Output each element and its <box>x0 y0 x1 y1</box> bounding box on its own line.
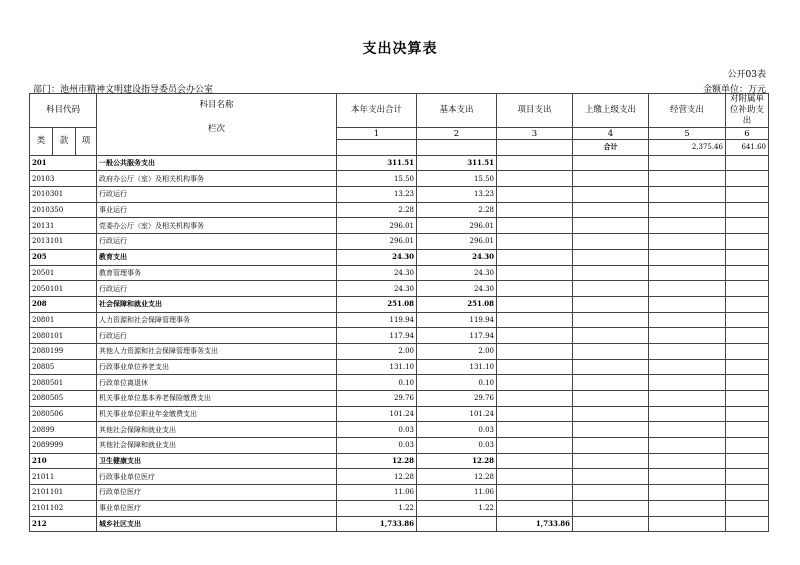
subject-name: 行政事业单位医疗 <box>97 469 337 485</box>
total-label: 合计 <box>573 140 649 156</box>
amount-total: 15.50 <box>337 171 417 187</box>
amount-operating <box>649 171 726 187</box>
code-cell <box>417 140 497 156</box>
subject-name: 社会保障和就业支出 <box>97 296 337 312</box>
amount-total: 2.00 <box>337 343 417 359</box>
table-row <box>30 249 769 265</box>
amount-upper <box>573 296 649 312</box>
code-cell <box>337 140 417 156</box>
subject-code: 20131 <box>30 218 97 234</box>
amount-operating <box>649 155 726 171</box>
amount-upper <box>573 155 649 171</box>
amount-upper <box>573 406 649 422</box>
subject-code: 212 <box>30 516 97 532</box>
amount-subsidy <box>726 422 769 438</box>
amount-project <box>497 485 573 501</box>
subject-name: 行政事业单位养老支出 <box>97 359 337 375</box>
amount-project <box>497 438 573 454</box>
amount-total: 2.28 <box>337 202 417 218</box>
table-row <box>30 265 769 281</box>
amount-operating <box>649 469 726 485</box>
amount-subsidy <box>726 296 769 312</box>
amount-basic: 296.01 <box>417 234 497 250</box>
subject-code: 208 <box>30 296 97 312</box>
table-row <box>30 500 769 516</box>
amount-upper <box>573 312 649 328</box>
header-project: 项目支出 <box>497 94 573 128</box>
header-subject-name-text: 科目名称 <box>199 100 234 110</box>
amount-upper <box>573 359 649 375</box>
amount-basic: 1.22 <box>417 500 497 516</box>
amount-basic: 101.24 <box>417 406 497 422</box>
amount-total: 13.23 <box>337 187 417 203</box>
amount-total: 311.51 <box>337 155 417 171</box>
amount-subsidy <box>726 312 769 328</box>
amount-operating <box>649 218 726 234</box>
table-row <box>30 234 769 250</box>
subject-code: 2080506 <box>30 406 97 422</box>
amount-operating <box>649 375 726 391</box>
amount-basic: 12.28 <box>417 469 497 485</box>
amount-subsidy <box>726 359 769 375</box>
amount-operating <box>649 485 726 501</box>
amount-upper <box>573 438 649 454</box>
amount-upper <box>573 391 649 407</box>
subject-code: 2089999 <box>30 438 97 454</box>
subject-code: 210 <box>30 453 97 469</box>
amount-subsidy <box>726 516 769 532</box>
col-number: 4 <box>573 128 649 140</box>
amount-subsidy <box>726 406 769 422</box>
amount-total: 29.76 <box>337 391 417 407</box>
amount-upper <box>573 516 649 532</box>
amount-subsidy <box>726 438 769 454</box>
subject-name: 行政单位医疗 <box>97 485 337 501</box>
amount-total: 296.01 <box>337 218 417 234</box>
amount-subsidy <box>726 453 769 469</box>
page-title: 支出决算表 <box>362 41 438 57</box>
subject-name: 行政运行 <box>97 234 337 250</box>
amount-operating <box>649 296 726 312</box>
subject-name: 卫生健康支出 <box>97 453 337 469</box>
subject-name: 政府办公厅（室）及相关机构事务 <box>97 171 337 187</box>
amount-operating <box>649 328 726 344</box>
subject-name: 事业单位医疗 <box>97 500 337 516</box>
table-row <box>30 343 769 359</box>
column-label: 栏次 <box>208 124 226 134</box>
amount-subsidy <box>726 375 769 391</box>
amount-upper <box>573 422 649 438</box>
amount-subsidy <box>726 265 769 281</box>
amount-basic: 0.10 <box>417 375 497 391</box>
amount-upper <box>573 453 649 469</box>
amount-basic: 119.94 <box>417 312 497 328</box>
amount-project <box>497 171 573 187</box>
table-row <box>30 359 769 375</box>
amount-basic: 15.50 <box>417 171 497 187</box>
subject-code: 2013101 <box>30 234 97 250</box>
amount-operating <box>649 281 726 297</box>
amount-total: 0.03 <box>337 438 417 454</box>
amount-total: 11.06 <box>337 485 417 501</box>
subject-name: 行政单位离退休 <box>97 375 337 391</box>
amount-project <box>497 391 573 407</box>
amount-upper <box>573 343 649 359</box>
amount-subsidy <box>726 187 769 203</box>
header-xiang: 项 <box>76 128 97 156</box>
amount-project <box>497 202 573 218</box>
amount-project <box>497 234 573 250</box>
amount-operating <box>649 249 726 265</box>
subject-name: 机关事业单位职业年金缴费支出 <box>97 406 337 422</box>
subject-name: 教育支出 <box>97 249 337 265</box>
header-lei: 类 <box>30 128 53 156</box>
amount-project <box>497 218 573 234</box>
amount-total: 131.10 <box>337 359 417 375</box>
amount-total: 24.30 <box>337 249 417 265</box>
table-row <box>30 375 769 391</box>
amount-upper <box>573 234 649 250</box>
amount-upper <box>573 485 649 501</box>
subject-name: 机关事业单位基本养老保险缴费支出 <box>97 391 337 407</box>
subject-name: 其他人力资源和社会保障管理事务支出 <box>97 343 337 359</box>
amount-operating <box>649 202 726 218</box>
amount-unit-label: 金额单位：万元 <box>702 85 766 95</box>
amount-project: 1,733.86 <box>497 516 573 532</box>
subject-code: 201 <box>30 155 97 171</box>
amount-project <box>497 359 573 375</box>
amount-upper <box>573 187 649 203</box>
col-number: 3 <box>497 128 573 140</box>
amount-upper <box>573 265 649 281</box>
subject-name: 党委办公厅（室）及相关机构事务 <box>97 218 337 234</box>
amount-project <box>497 265 573 281</box>
amount-operating <box>649 438 726 454</box>
amount-basic: 13.23 <box>417 187 497 203</box>
table-row <box>30 155 769 171</box>
subject-code: 20805 <box>30 359 97 375</box>
amount-total: 296.01 <box>337 234 417 250</box>
table-row <box>30 485 769 501</box>
header-upper: 上缴上级支出 <box>573 94 649 128</box>
expenditure-table <box>29 93 769 532</box>
amount-project <box>497 312 573 328</box>
amount-project <box>497 249 573 265</box>
amount-operating <box>649 234 726 250</box>
table-row <box>30 516 769 532</box>
amount-upper <box>573 328 649 344</box>
amount-project <box>497 343 573 359</box>
amount-upper <box>573 281 649 297</box>
amount-upper <box>573 375 649 391</box>
amount-project <box>497 422 573 438</box>
amount-total: 1,733.86 <box>337 516 417 532</box>
subject-code: 205 <box>30 249 97 265</box>
subject-name: 事业运行 <box>97 202 337 218</box>
amount-subsidy <box>726 218 769 234</box>
amount-basic: 0.03 <box>417 438 497 454</box>
amount-total: 24.30 <box>337 265 417 281</box>
amount-basic: 117.94 <box>417 328 497 344</box>
amount-operating <box>649 453 726 469</box>
subject-code: 21011 <box>30 469 97 485</box>
table-row <box>30 328 769 344</box>
table-row <box>30 312 769 328</box>
amount-upper <box>573 202 649 218</box>
amount-project <box>497 406 573 422</box>
subject-code: 2101102 <box>30 500 97 516</box>
amount-total: 251.08 <box>337 296 417 312</box>
subject-code: 2050101 <box>30 281 97 297</box>
amount-subsidy <box>726 391 769 407</box>
subject-name: 城乡社区支出 <box>97 516 337 532</box>
amount-upper <box>573 469 649 485</box>
amount-upper <box>573 171 649 187</box>
total-value: 2,375.46 <box>649 140 726 156</box>
header-basic: 基本支出 <box>417 94 497 128</box>
header-subsidy: 对附属单位补助支出 <box>726 94 769 128</box>
amount-total: 0.10 <box>337 375 417 391</box>
subject-code: 20103 <box>30 171 97 187</box>
amount-subsidy <box>726 500 769 516</box>
amount-operating <box>649 187 726 203</box>
code-cell <box>497 140 573 156</box>
amount-operating <box>649 406 726 422</box>
table-row <box>30 202 769 218</box>
subject-code: 2080199 <box>30 343 97 359</box>
col-number: 6 <box>726 128 769 140</box>
col-number: 5 <box>649 128 726 140</box>
amount-subsidy <box>726 343 769 359</box>
amount-basic: 11.06 <box>417 485 497 501</box>
amount-upper <box>573 218 649 234</box>
subject-code: 20501 <box>30 265 97 281</box>
amount-total: 119.94 <box>337 312 417 328</box>
amount-project <box>497 296 573 312</box>
amount-basic: 131.10 <box>417 359 497 375</box>
amount-project <box>497 281 573 297</box>
amount-operating <box>649 343 726 359</box>
table-row <box>30 406 769 422</box>
subject-code: 20899 <box>30 422 97 438</box>
subject-name: 行政运行 <box>97 187 337 203</box>
subject-name: 行政运行 <box>97 281 337 297</box>
amount-operating <box>649 422 726 438</box>
table-row <box>30 438 769 454</box>
subject-name: 行政运行 <box>97 328 337 344</box>
amount-total: 101.24 <box>337 406 417 422</box>
subject-name: 其他社会保障和就业支出 <box>97 422 337 438</box>
table-row <box>30 187 769 203</box>
subject-name: 教育管理事务 <box>97 265 337 281</box>
table-row <box>30 171 769 187</box>
amount-operating <box>649 312 726 328</box>
amount-subsidy <box>726 469 769 485</box>
subject-code: 2080101 <box>30 328 97 344</box>
table-row <box>30 422 769 438</box>
amount-upper <box>573 500 649 516</box>
table-row <box>30 218 769 234</box>
amount-subsidy <box>726 328 769 344</box>
amount-basic: 29.76 <box>417 391 497 407</box>
amount-total: 0.03 <box>337 422 417 438</box>
amount-basic: 24.30 <box>417 281 497 297</box>
amount-project <box>497 500 573 516</box>
amount-project <box>497 375 573 391</box>
amount-basic: 251.08 <box>417 296 497 312</box>
col-number: 1 <box>337 128 417 140</box>
table-row <box>30 391 769 407</box>
subject-code: 20801 <box>30 312 97 328</box>
amount-subsidy <box>726 281 769 297</box>
amount-operating <box>649 500 726 516</box>
amount-subsidy <box>726 202 769 218</box>
amount-project <box>497 453 573 469</box>
amount-total: 117.94 <box>337 328 417 344</box>
amount-operating <box>649 391 726 407</box>
header-subject-name <box>97 94 337 156</box>
amount-subsidy <box>726 155 769 171</box>
amount-total: 1.22 <box>337 500 417 516</box>
form-number: 公开03表 <box>727 70 766 80</box>
amount-operating <box>649 265 726 281</box>
subject-name: 人力资源和社会保障管理事务 <box>97 312 337 328</box>
col-number: 2 <box>417 128 497 140</box>
amount-basic: 2.28 <box>417 202 497 218</box>
subject-name: 一般公共服务支出 <box>97 155 337 171</box>
amount-subsidy <box>726 249 769 265</box>
amount-total: 12.28 <box>337 453 417 469</box>
header-operating: 经营支出 <box>649 94 726 128</box>
amount-operating <box>649 359 726 375</box>
amount-subsidy <box>726 171 769 187</box>
amount-basic: 296.01 <box>417 218 497 234</box>
amount-basic: 2.00 <box>417 343 497 359</box>
subject-code: 2101101 <box>30 485 97 501</box>
amount-operating <box>649 516 726 532</box>
amount-basic: 24.30 <box>417 249 497 265</box>
table-row <box>30 281 769 297</box>
table-row <box>30 453 769 469</box>
amount-total: 12.28 <box>337 469 417 485</box>
table-row <box>30 296 769 312</box>
subject-code: 2010350 <box>30 202 97 218</box>
amount-basic <box>417 516 497 532</box>
amount-subsidy <box>726 234 769 250</box>
amount-project <box>497 328 573 344</box>
header-kuan: 款 <box>53 128 76 156</box>
amount-basic: 0.03 <box>417 422 497 438</box>
amount-basic: 12.28 <box>417 453 497 469</box>
subject-code: 2080505 <box>30 391 97 407</box>
amount-total: 24.30 <box>337 281 417 297</box>
subject-name: 其他社会保障和就业支出 <box>97 438 337 454</box>
amount-basic: 24.30 <box>417 265 497 281</box>
amount-project <box>497 155 573 171</box>
total-value: 641.60 <box>726 140 769 156</box>
subject-code: 2010301 <box>30 187 97 203</box>
header-subject-code: 科目代码 <box>30 94 97 128</box>
department-label: 部门：池州市精神文明建设指导委员会办公室 <box>33 85 214 95</box>
amount-project <box>497 187 573 203</box>
amount-project <box>497 469 573 485</box>
amount-upper <box>573 249 649 265</box>
header-total: 本年支出合计 <box>337 94 417 128</box>
subject-code: 2080501 <box>30 375 97 391</box>
amount-subsidy <box>726 485 769 501</box>
table-row <box>30 469 769 485</box>
amount-basic: 311.51 <box>417 155 497 171</box>
